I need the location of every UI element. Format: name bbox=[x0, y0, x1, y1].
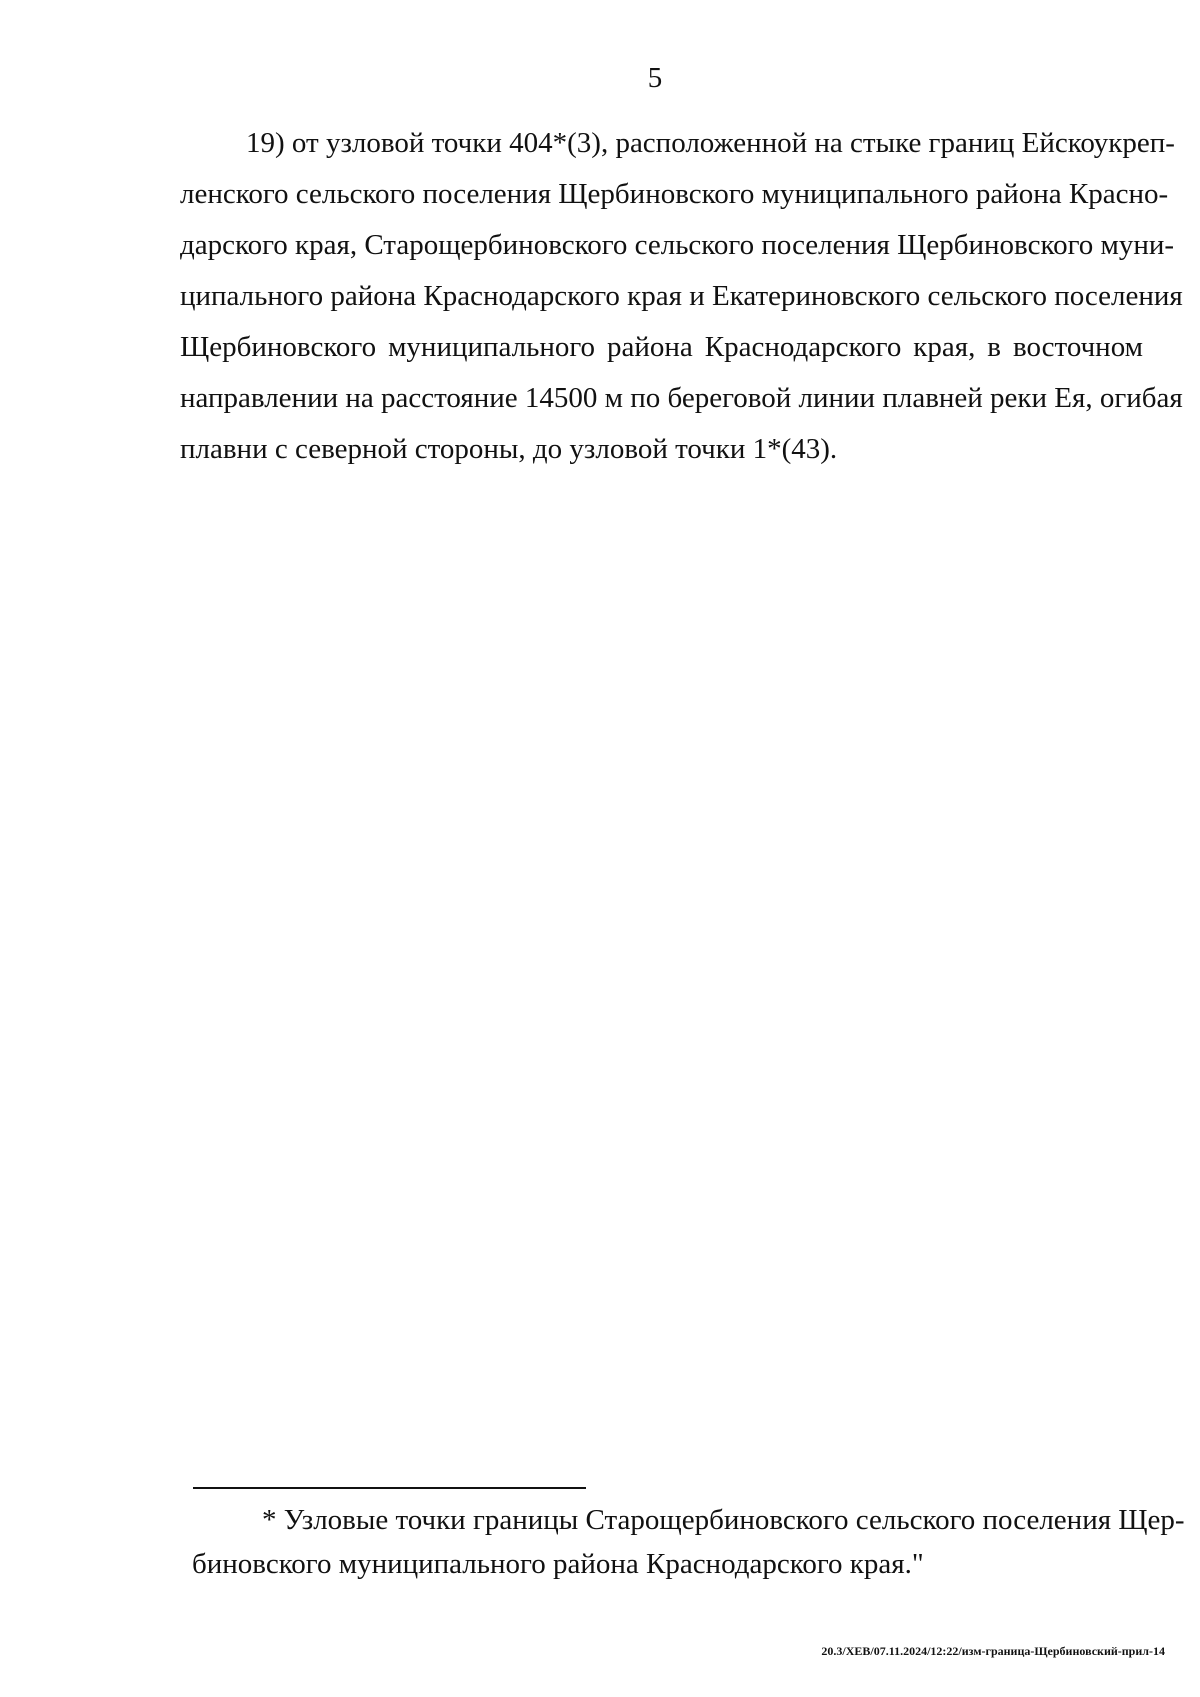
footnote bbox=[192, 1498, 1185, 1586]
paragraph-line: плавни с северной стороны, до узловой точки 1*(43). bbox=[180, 433, 838, 465]
footnote-divider bbox=[193, 1487, 586, 1489]
paragraph-line: ленского сельского поселения Щербиновского муниципального района Красно- bbox=[180, 178, 1169, 210]
paragraph-line: дарского края, Старощербиновского сельского поселения Щербиновского муни- bbox=[180, 229, 1175, 261]
footnote-line: * Узловые точки границы Старощербиновского сельского поселения Щер- bbox=[262, 1504, 1185, 1536]
paragraph-line: направлении на расстояние 14500 м по береговой линии плавней реки Ея, огибая bbox=[180, 382, 1183, 414]
footnote-line: биновского муниципального района Краснодарского края." bbox=[192, 1548, 924, 1580]
paragraph-19 bbox=[180, 118, 1183, 475]
paragraph-line: ципального района Краснодарского края и Екатериновского сельского поселения bbox=[180, 280, 1183, 312]
paragraph-line: 19) от узловой точки 404*(3), расположенной на стыке границ Ейскоукреп- bbox=[246, 127, 1175, 159]
paragraph-line: Щербиновского муниципального района Краснодарского края, в восточном bbox=[180, 331, 1143, 363]
document-stamp: 20.3/ХЕВ/07.11.2024/12:22/изм-граница-Щербиновский-прил-14 bbox=[821, 1644, 1165, 1658]
page-number: 5 bbox=[647, 62, 663, 94]
